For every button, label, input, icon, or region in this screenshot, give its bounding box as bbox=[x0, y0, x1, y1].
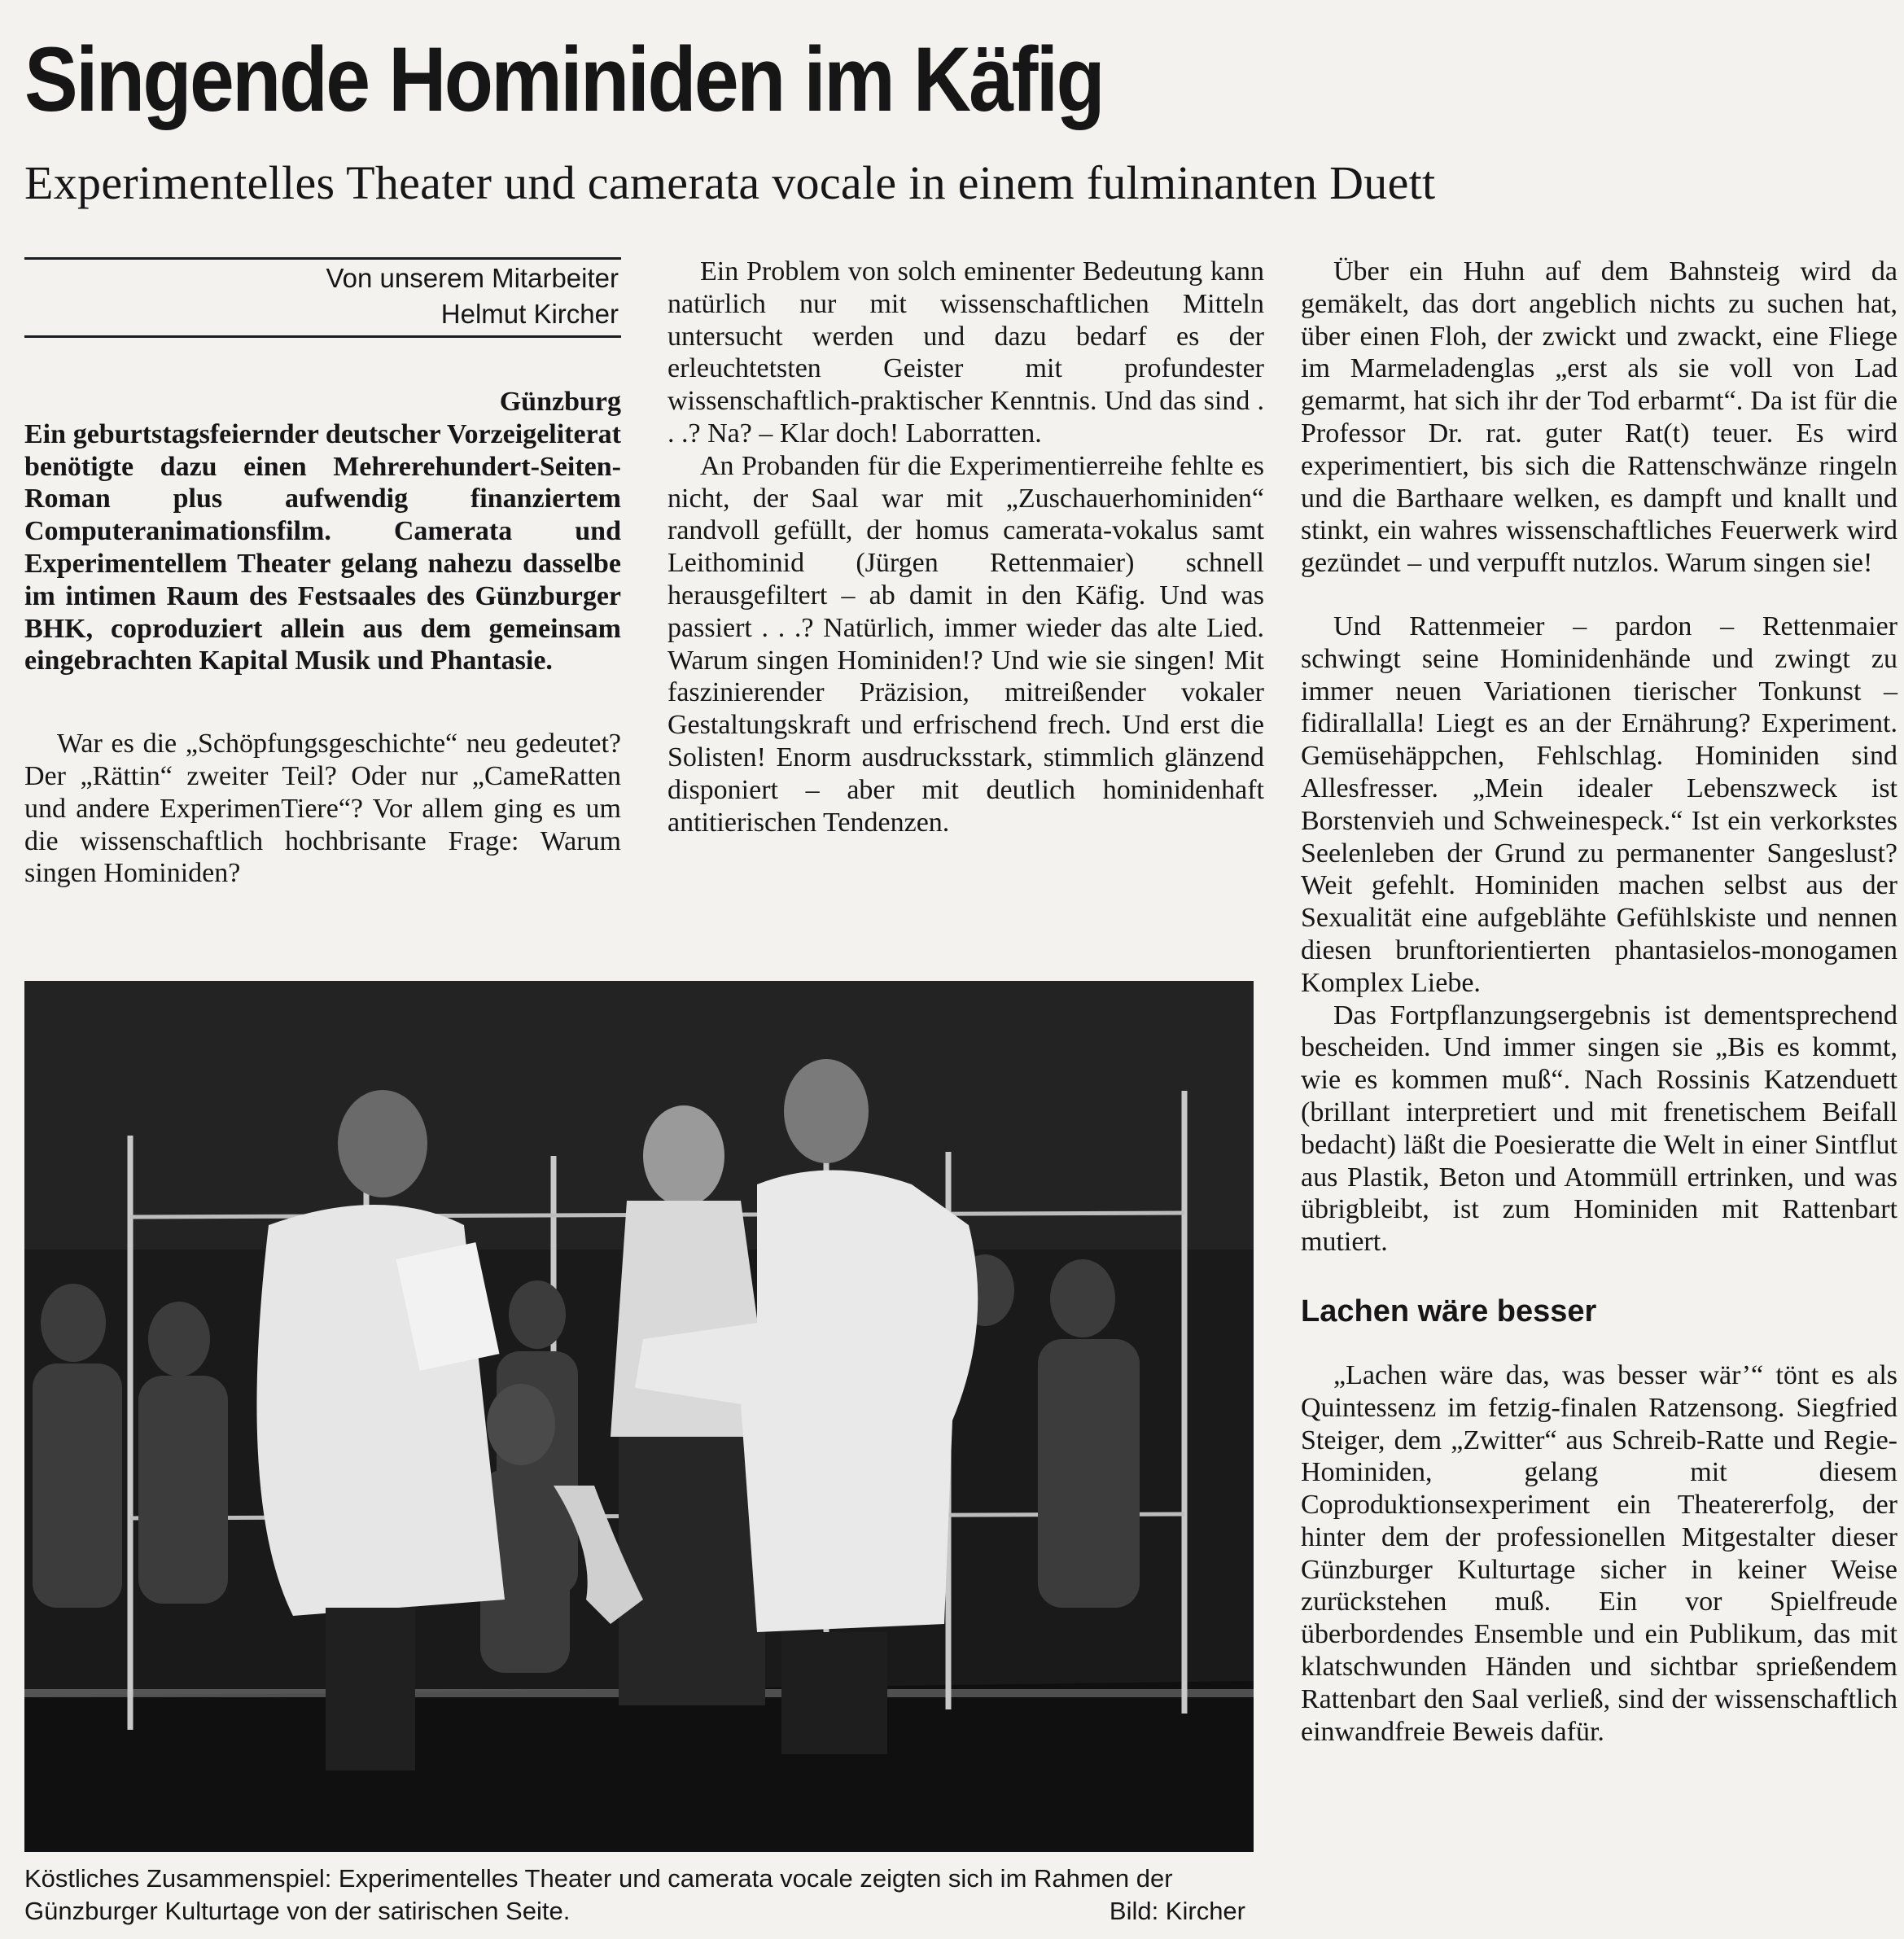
body-paragraph: Und Rattenmeier – pardon – Rettenmaier schwingt seine Hominidenhände und zwingt zu immer neuen Variationen tierischer Tonkunst – fidirallalla! Liegt es an der Ernährung? Experiment. Gemüsehäppchen, Fehlschlag. Hominiden sind Allesfresser. „Mein idealer Lebenszweck ist Borstenvieh und Schweinespeck.“ Ist ein verkorkstes Seelenleben der Grund zu permanenter Sangeslust? Weit gefehlt. Hominiden machen selbst aus der Sexualität eine aufgeblähte Gefühlskiste und nennen diesen brunftorientierten phantasielos-monogamen Komplex Liebe. bbox=[1301, 611, 1897, 998]
body-paragraph: An Probanden für die Experimentierreihe fehlte es nicht, der Saal war mit „Zuschauerhominiden“ randvoll gefüllt, der homus camerata-vokalus samt Leithominid (Jürgen Rettenmaier) schnell herausgefiltert – ab damit in den Käfig. Und was passiert . . .? Natürlich, immer wieder das alte Lied. Warum singen Hominiden!? Und wie sie singen! Mit faszinierender Präzision, mitreißender vokaler Gestaltungskraft und erfrischend frech. Und erst die Solisten! Enorm ausdrucksstark, stimmlich glänzend disponiert – aber mit deutlich hominidenhaft antitierischen Tendenzen. bbox=[667, 450, 1264, 838]
lead-paragraph: Ein geburtstagsfeiernder deutscher Vorzeigeliterat benötigte dazu einen Mehrerehundert-Seiten-Roman plus aufwendig finanziertem Computeranimationsfilm. Camerata und Experimentellem Theater gelang nahezu dasselbe im intimen Raum des Festsaales des Günzburger BHK, coproduziert allein aus dem gemeinsam eingebrachten Kapital Musik und Phantasie. bbox=[24, 418, 621, 676]
byline-rule-top bbox=[24, 257, 621, 260]
section-subtitle: Lachen wäre besser bbox=[1301, 1293, 1597, 1328]
column-1 bbox=[24, 386, 621, 890]
headline: Singende Hominiden im Käfig bbox=[24, 28, 1104, 130]
byline bbox=[24, 260, 619, 332]
byline-author: Helmut Kircher bbox=[440, 299, 619, 329]
photo-caption bbox=[24, 1862, 1254, 1928]
article-photo bbox=[24, 981, 1254, 1852]
body-paragraph: Über ein Huhn auf dem Bahnsteig wird da gemäkelt, das dort angeblich nichts zu suchen hat, über einen Floh, der zwickt und zwackt, eine Fliege im Marmeladenglas „erst als sie voll von Lad gemarmt, hat sich ihr der Tod erbarmt“. Da ist für die Professor Dr. rat. guter Rat(t) teuer. Es wird experimentiert, bis sich die Rattenschwänze ringeln und die Barthaare welken, es dampft und knallt und stinkt, ein wahres wissenschaftliches Feuerwerk wird gezündet – und verpufft nutzlos. Warum singen sie! bbox=[1301, 256, 1897, 579]
column-2 bbox=[667, 256, 1264, 838]
column-3 bbox=[1301, 256, 1897, 1748]
subheadline: Experimentelles Theater und camerata vocale in einem fulminanten Duett bbox=[24, 156, 1436, 209]
body-paragraph: „Lachen wäre das, was besser wär’“ tönt es als Quintessenz im fetzig-finalen Ratzensong. Siegfried Steiger, dem „Zwitter“ aus Schreib-Ratte und Regie-Hominiden, gelang mit diesem Coproduktionsexperiment ein Theatererfolg, der hinter dem der professionellen Mitgestalter dieser Günzburger Kulturtage sicher in keiner Weise zurückstehen muß. Ein vor Spielfreude überbordendes Ensemble und ein Publikum, das mit klatschwunden Händen und sichtbar sprießendem Rattenbart den Saal verließ, sind der wissenschaftlich einwandfreie Beweis dafür. bbox=[1301, 1359, 1897, 1747]
byline-rule-bottom bbox=[24, 335, 621, 338]
dateline: Günzburg bbox=[499, 387, 621, 417]
photo-credit: Bild: Kircher bbox=[1109, 1897, 1245, 1925]
body-paragraph: War es die „Schöpfungsgeschichte“ neu gedeutet? Der „Rättin“ zweiter Teil? Oder nur „CameRatten und andere ExperimenTiere“? Vor allem ging es um die wissenschaftlich hochbrisante Frage: Warum singen Hominiden? bbox=[24, 729, 621, 889]
body-paragraph: Ein Problem von solch eminenter Bedeutung kann natürlich nur mit wissenschaftlichen Mitteln untersucht werden und dazu bedarf es der erleuchtetsten Geister mit profundester wissenschaftlich-praktischer Kenntnis. Und das sind . . .? Na? – Klar doch! Laborratten. bbox=[667, 256, 1264, 449]
body-paragraph: Das Fortpflanzungsergebnis ist dementsprechend bescheiden. Und immer singen sie „Bis es kommt, wie es kommen muß“. Nach Rossinis Katzenduett (brillant interpretiert und mit frenetischem Beifall bedacht) läßt die Poesieratte die Welt in einer Sintflut aus Plastik, Beton und Atommüll ertrinken, und was übrigbleibt, ist zum Hominiden mit Rattenbart mutiert. bbox=[1301, 1000, 1897, 1258]
photo-caption-text: Köstliches Zusammenspiel: Experimentelles Theater und camerata vocale zeigten sich im Rahmen der Günzburger Kulturtage von der satirischen Seite. bbox=[24, 1864, 1173, 1925]
byline-line-1: Von unserem Mitarbeiter bbox=[326, 263, 619, 293]
